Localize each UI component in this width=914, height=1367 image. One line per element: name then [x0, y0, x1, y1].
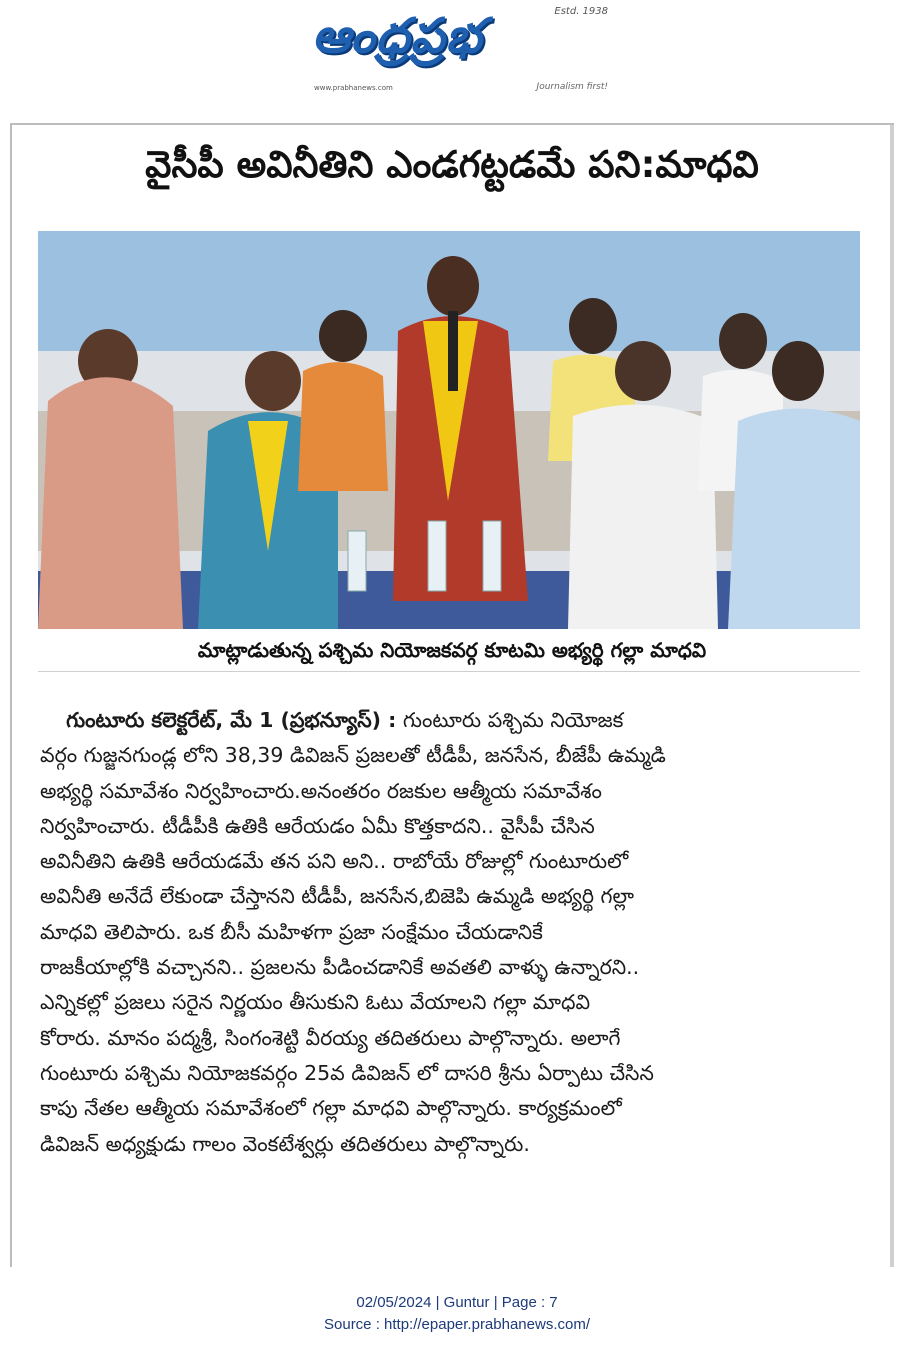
article-line: కోరారు. మానం పద్మశ్రీ, సింగంశెట్టి వీరయ్య తదితరులు పాల్గొన్నారు. అలాగే [40, 1025, 621, 1050]
newspaper-logo: ఆంధ్రప్రభ [312, 8, 483, 64]
masthead [300, 6, 620, 96]
caption-divider [38, 671, 860, 672]
article-line-1 [40, 703, 860, 738]
article-headline: వైసీపీ అవినీతిని ఎండగట్టడమే పని:మాధవి [145, 143, 759, 186]
article-line: రాజకీయాల్లోకి వచ్చానని.. ప్రజలను పీడించడానికే అవతలి వాళ్ళు ఉన్నారని.. [40, 955, 640, 980]
article-line: ఎన్నికల్లో ప్రజలు సరైన నిర్ణయం తీసుకుని ఓటు వేయాలని గల్లా మాధవి [40, 990, 591, 1015]
article-dateline: గుంటూరు కలెక్టరేట్, మే 1 (ప్రభన్యూస్) : [66, 708, 397, 732]
article-line: డివిజన్ అధ్యక్షుడు గాలం వెంకటేశ్వర్లు తదితరులు పాల్గొన్నారు. [40, 1131, 530, 1156]
clipping-shadow [890, 125, 894, 1267]
source-link[interactable]: Source : http://epaper.prabhanews.com/ [324, 1316, 590, 1333]
edition-meta: 02/05/2024 | Guntur | Page : 7 [356, 1294, 558, 1311]
event-photo-illustration [38, 231, 860, 629]
article-line: మాధవి తెలిపారు. ఒక బీసీ మహిళగా ప్రజా సంక్షేమం చేయడానికే [40, 919, 543, 944]
article-line: వర్గం గుజ్జనగుండ్ల లోని 38,39 డివిజన్ ప్రజలతో టీడీపీ, జనసేన, బీజేపీ ఉమ్మడి [40, 743, 666, 768]
article-line: గుంటూరు పశ్చిమ నియోజకవర్గం 25వ డివిజన్ లో దాసరి శ్రీను ఏర్పాటు చేసిన [40, 1060, 654, 1085]
article-line: అవినీతి అనేదే లేకుండా చేస్తానని టీడీపీ, జనసేన,బిజెపి ఉమ్మడి అభ్యర్థి గల్లా [40, 884, 634, 909]
article-line: అవినీతిని ఉతికి ఆరేయడమే తన పని అని.. రాబోయే రోజుల్లో గుంటూరులో [40, 849, 629, 874]
website-label: www.prabhanews.com [314, 84, 393, 92]
event-photo [38, 231, 860, 629]
tagline: Journalism first! [536, 82, 608, 92]
news-clipping [10, 123, 894, 1267]
article-text: గుంటూరు పశ్చిమ నియోజక [402, 708, 624, 732]
page-footer [0, 1292, 914, 1336]
established-year: Estd. 1938 [554, 6, 608, 17]
photo-caption: మాట్లాడుతున్న పశ్చిమ నియోజకవర్గ కూటమి అభ్యర్థి గల్లా మాధవి [197, 638, 707, 662]
article-line: నిర్వహించారు. టీడీపీకి ఉతికి ఆరేయడం ఏమీ కొత్తకాదని.. వైసీపీ చేసిన [40, 813, 595, 838]
article-body [40, 703, 860, 1162]
article-line: అభ్యర్థి సమావేశం నిర్వహించారు.అనంతరం రజకుల ఆత్మీయ సమావేశం [40, 778, 602, 803]
article-line: కాపు నేతల ఆత్మీయ సమావేశంలో గల్లా మాధవి పాల్గొన్నారు. కార్యక్రమంలో [40, 1096, 622, 1121]
